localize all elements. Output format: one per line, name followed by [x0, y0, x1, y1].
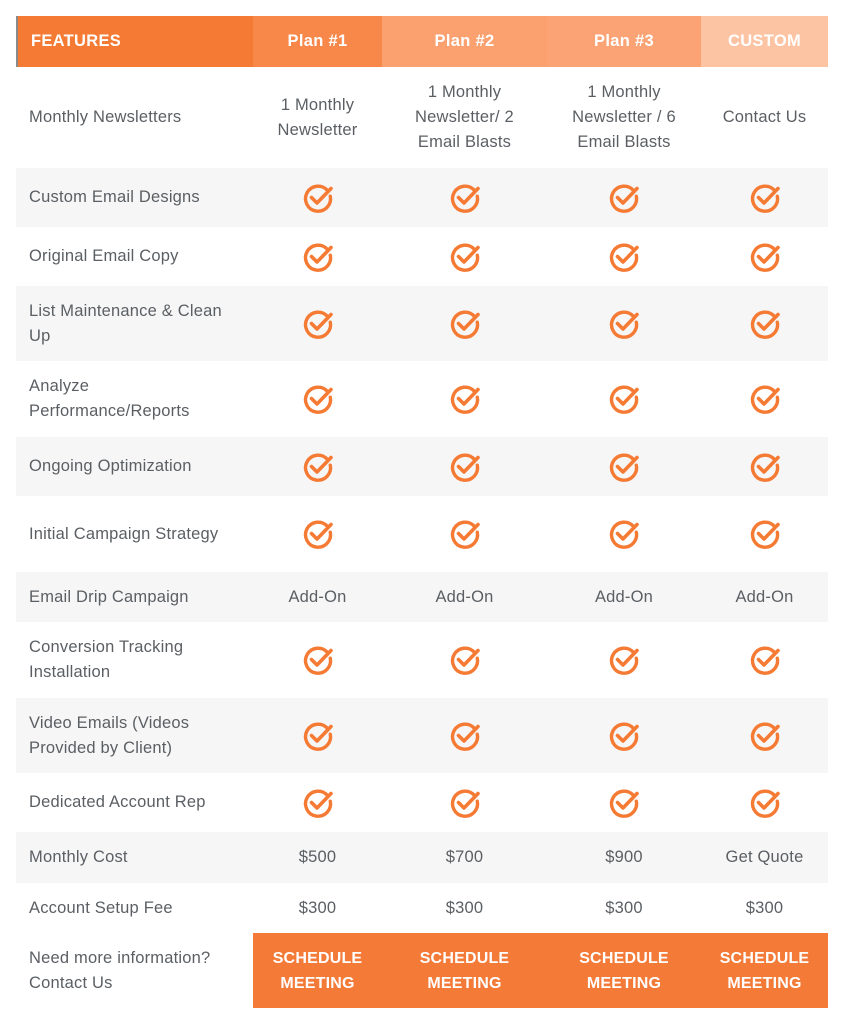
feature-label: Ongoing Optimization: [29, 457, 192, 475]
check-circle-icon: [382, 496, 547, 572]
check-circle-icon: [382, 361, 547, 437]
plan-1-value: $300: [298, 898, 337, 917]
check-circle-icon: [701, 773, 828, 832]
check-circle-icon: [547, 168, 701, 227]
check-circle-icon: [547, 437, 701, 496]
check-circle-icon: [382, 286, 547, 361]
check-circle-icon: [701, 361, 828, 437]
check-circle-icon: [701, 227, 828, 286]
header-plan-3: Plan #3: [547, 16, 701, 67]
check-circle-icon: [382, 773, 547, 832]
cta-row: [16, 933, 828, 1008]
check-circle-icon: [701, 698, 828, 773]
check-circle-icon: [382, 698, 547, 773]
feature-label: Custom Email Designs: [29, 188, 200, 206]
check-circle-icon: [253, 622, 382, 698]
schedule-meeting-button-plan-3[interactable]: [547, 933, 701, 1008]
table-row: [16, 67, 828, 168]
header-plan-2: Plan #2: [382, 16, 547, 67]
plan-1-value: Add-On: [288, 587, 347, 606]
check-circle-icon: [547, 698, 701, 773]
check-circle-icon: [253, 168, 382, 227]
check-circle-icon: [701, 496, 828, 572]
table-row: [16, 572, 828, 622]
feature-label: Monthly Newsletters: [29, 108, 182, 126]
plan-3-value: Add-On: [594, 587, 654, 606]
check-circle-icon: [253, 437, 382, 496]
feature-label: Analyze Performance/Reports: [29, 377, 190, 420]
pricing-table: [16, 16, 828, 1008]
custom-value: Contact Us: [722, 108, 807, 126]
plan-2-value: 1 Monthly Newsletter/ 2 Email Blasts: [415, 83, 514, 151]
check-circle-icon: [253, 361, 382, 437]
table-row: [16, 227, 828, 286]
feature-label: Initial Campaign Strategy: [29, 524, 219, 543]
button-label-line1: SCHEDULE: [719, 949, 810, 967]
feature-label: Monthly Cost: [29, 848, 128, 866]
table-row: [16, 622, 828, 698]
table-row: [16, 437, 828, 496]
button-label-line2: MEETING: [280, 974, 355, 992]
check-circle-icon: [547, 773, 701, 832]
button-label-line2: MEETING: [427, 974, 502, 992]
check-circle-icon: [547, 286, 701, 361]
plan-3-value: $900: [605, 848, 643, 866]
plan-1-value: 1 Monthly Newsletter: [277, 95, 358, 139]
check-circle-icon: [701, 286, 828, 361]
feature-label: Email Drip Campaign: [29, 587, 189, 606]
table-header: [16, 16, 828, 67]
table-row: [16, 496, 828, 572]
header-custom: CUSTOM: [701, 16, 828, 67]
table-row: [16, 168, 828, 227]
check-circle-icon: [382, 168, 547, 227]
check-circle-icon: [253, 773, 382, 832]
button-label-line2: MEETING: [727, 974, 802, 992]
plan-2-value: $700: [445, 848, 484, 866]
check-circle-icon: [547, 622, 701, 698]
feature-label: Original Email Copy: [29, 247, 179, 265]
button-label-line1: SCHEDULE: [272, 949, 363, 967]
plan-2-value: Add-On: [435, 587, 494, 606]
table-row: [16, 361, 828, 437]
button-label-line1: SCHEDULE: [579, 949, 669, 967]
button-label-line2: MEETING: [586, 974, 662, 992]
table-row: [16, 832, 828, 883]
plan-3-value: 1 Monthly Newsletter / 6 Email Blasts: [572, 83, 676, 151]
check-circle-icon: [547, 361, 701, 437]
button-label-line1: SCHEDULE: [419, 949, 510, 967]
plan-1-value: $500: [298, 848, 337, 866]
plan-3-value: $300: [605, 898, 643, 917]
header-features: FEATURES: [16, 16, 253, 67]
check-circle-icon: [253, 698, 382, 773]
custom-value: Get Quote: [725, 848, 804, 866]
feature-label: Conversion Tracking Installation: [29, 638, 184, 681]
check-circle-icon: [253, 286, 382, 361]
check-circle-icon: [382, 227, 547, 286]
plan-2-value: $300: [445, 898, 484, 917]
check-circle-icon: [253, 496, 382, 572]
feature-label: Video Emails (Videos Provided by Client): [29, 713, 190, 757]
check-circle-icon: [701, 168, 828, 227]
feature-label: Account Setup Fee: [29, 898, 173, 917]
check-circle-icon: [547, 227, 701, 286]
table-row: [16, 286, 828, 361]
custom-value: Add-On: [735, 587, 794, 606]
table-row: [16, 883, 828, 933]
table-row: [16, 698, 828, 773]
check-circle-icon: [382, 622, 547, 698]
contact-prompt: Need more information? Contact Us: [29, 948, 211, 992]
check-circle-icon: [701, 622, 828, 698]
schedule-meeting-button-plan-1[interactable]: [253, 933, 382, 1008]
check-circle-icon: [701, 437, 828, 496]
feature-label: Dedicated Account Rep: [29, 793, 206, 811]
header-plan-1: Plan #1: [253, 16, 382, 67]
check-circle-icon: [382, 437, 547, 496]
table-row: [16, 773, 828, 832]
custom-value: $300: [745, 898, 784, 917]
schedule-meeting-button-plan-2[interactable]: [382, 933, 547, 1008]
check-circle-icon: [547, 496, 701, 572]
check-circle-icon: [253, 227, 382, 286]
feature-label: List Maintenance & Clean Up: [29, 301, 222, 345]
schedule-meeting-button-custom[interactable]: [701, 933, 828, 1008]
